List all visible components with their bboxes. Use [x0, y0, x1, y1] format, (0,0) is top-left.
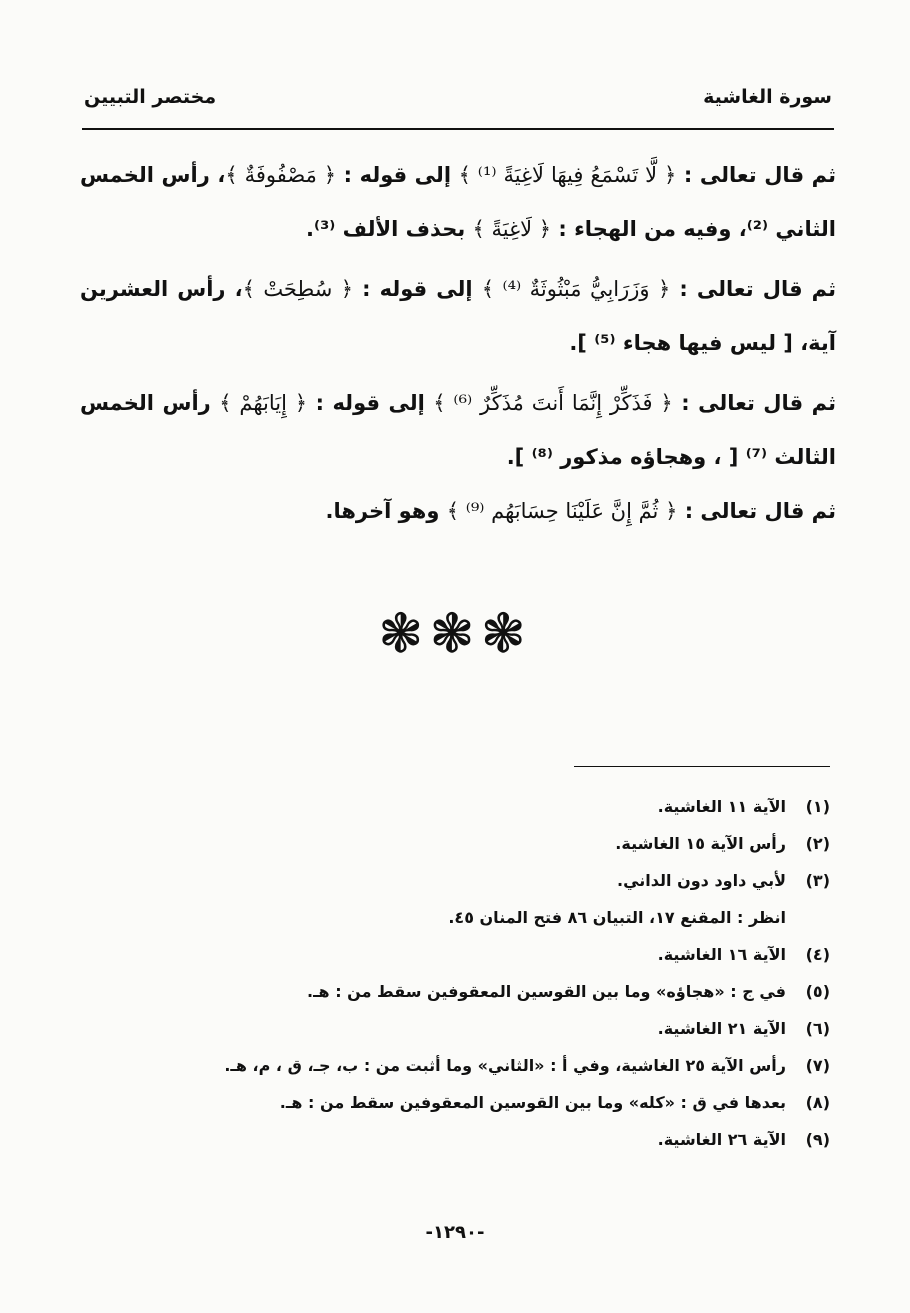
footnote-text: الآية ١١ الغاشية.: [657, 797, 786, 816]
paragraph-text: ، رأس العشرين آية، [ ليس فيها هجاء ⁽⁵⁾ ].: [80, 277, 836, 355]
footnote-number: (٨): [805, 1093, 830, 1112]
paragraph-text: ثم قال تعالى :: [676, 163, 836, 187]
footnote-text: الآية ٢٦ الغاشية.: [657, 1130, 786, 1149]
paragraph-3: [80, 376, 836, 484]
footnote: [120, 1084, 830, 1121]
section-ornament: ❃❃❃: [378, 602, 532, 665]
footnote-text: رأس الآية ٢٥ الغاشية، وفي أ : «الثاني» وما أثبت من : ب، جـ، ق ، م، هـ.: [224, 1056, 786, 1075]
quran-quote: ﴿ إِيَابَهُمْ ﴾: [219, 391, 308, 415]
footnote: [120, 936, 830, 973]
footnote-number: (٦): [805, 1019, 830, 1038]
footnote: [120, 1047, 830, 1084]
paragraph-text: ثم قال تعالى :: [677, 499, 836, 523]
quran-quote: ﴿ لَاغِيَةً ﴾: [472, 217, 552, 241]
footnote-text: لأبي داود دون الداني.: [617, 871, 786, 890]
footnote-number: (١): [805, 797, 830, 816]
footnote-number: (٥): [805, 982, 830, 1001]
quran-quote: ﴿ ثُمَّ إِنَّ عَلَيْنَا حِسَابَهُم ⁽⁹⁾ ﴾: [446, 499, 678, 523]
paragraph-text: ثم قال تعالى :: [672, 391, 836, 415]
footnote-text: في ج : «هجاؤه» وما بين القوسين المعقوفين سقط من : هـ.: [307, 982, 786, 1001]
quran-quote: ﴿ فَذَكِّرْ إِنَّمَا أَنتَ مُذَكِّرٌ ⁽⁶⁾ ﴾: [433, 391, 673, 415]
footnote-text: انظر : المقنع ١٧، التبيان ٨٦ فتح المنان ٤٥.: [448, 908, 786, 927]
paragraph-2: [80, 262, 836, 370]
page-number: -١٢٩٠-: [425, 1222, 485, 1243]
footnote-text: رأس الآية ١٥ الغاشية.: [615, 834, 786, 853]
paragraph-text: ، رأس الخمس الثاني ⁽²⁾، وفيه من الهجاء :: [80, 163, 836, 241]
footnote-number: (٧): [805, 1056, 830, 1075]
paragraph-4: [80, 484, 836, 538]
paragraph-text: بحذف الألف ⁽³⁾.: [306, 217, 473, 241]
footnote: [120, 825, 830, 862]
footnote: [120, 1121, 830, 1158]
header-rule: [82, 128, 834, 130]
quran-quote: ﴿ وَزَرَابِيُّ مَبْثُوثَةٌ ⁽⁴⁾ ﴾: [481, 277, 671, 301]
footnote: [120, 973, 830, 1010]
footnote-separator: [574, 766, 830, 767]
book-title: مختصر التبيين: [84, 86, 217, 108]
surah-title: سورة الغاشية: [703, 86, 832, 108]
footnote-number: (٣): [805, 871, 830, 890]
paragraph-text: إلى قوله :: [307, 391, 434, 415]
paragraph-text: رأس الخمس الثالث ⁽⁷⁾ [ ، وهجاؤه مذكور ⁽⁸⁾ ].: [80, 391, 836, 469]
footnote-number: (٢): [805, 834, 830, 853]
footnote: [120, 1010, 830, 1047]
quran-quote: ﴿ لَّا تَسْمَعُ فِيهَا لَاغِيَةً ⁽¹⁾ ﴾: [458, 163, 677, 187]
paragraph-text: وهو آخرها.: [325, 499, 447, 523]
paragraph-text: ثم قال تعالى :: [670, 277, 837, 301]
footnote: [120, 788, 830, 825]
footnote-text: بعدها في ق : «كله» وما بين القوسين المعقوفين سقط من : هـ.: [279, 1093, 786, 1112]
footnote-text: الآية ٢١ الغاشية.: [657, 1019, 786, 1038]
footnotes: [120, 788, 830, 1158]
paragraph-text: إلى قوله :: [353, 277, 482, 301]
footnote-number: (٤): [805, 945, 830, 964]
footnote-text: الآية ١٦ الغاشية.: [657, 945, 786, 964]
footnote-number: (٩): [805, 1130, 830, 1149]
footnote: [120, 862, 830, 899]
quran-quote: ﴿ سُطِحَتْ ﴾: [242, 277, 354, 301]
footnote-continuation: [120, 899, 830, 936]
quran-quote: ﴿ مَصْفُوفَةٌ ﴾: [225, 163, 337, 187]
paragraph-text: إلى قوله :: [336, 163, 459, 187]
paragraph-1: [80, 148, 836, 256]
